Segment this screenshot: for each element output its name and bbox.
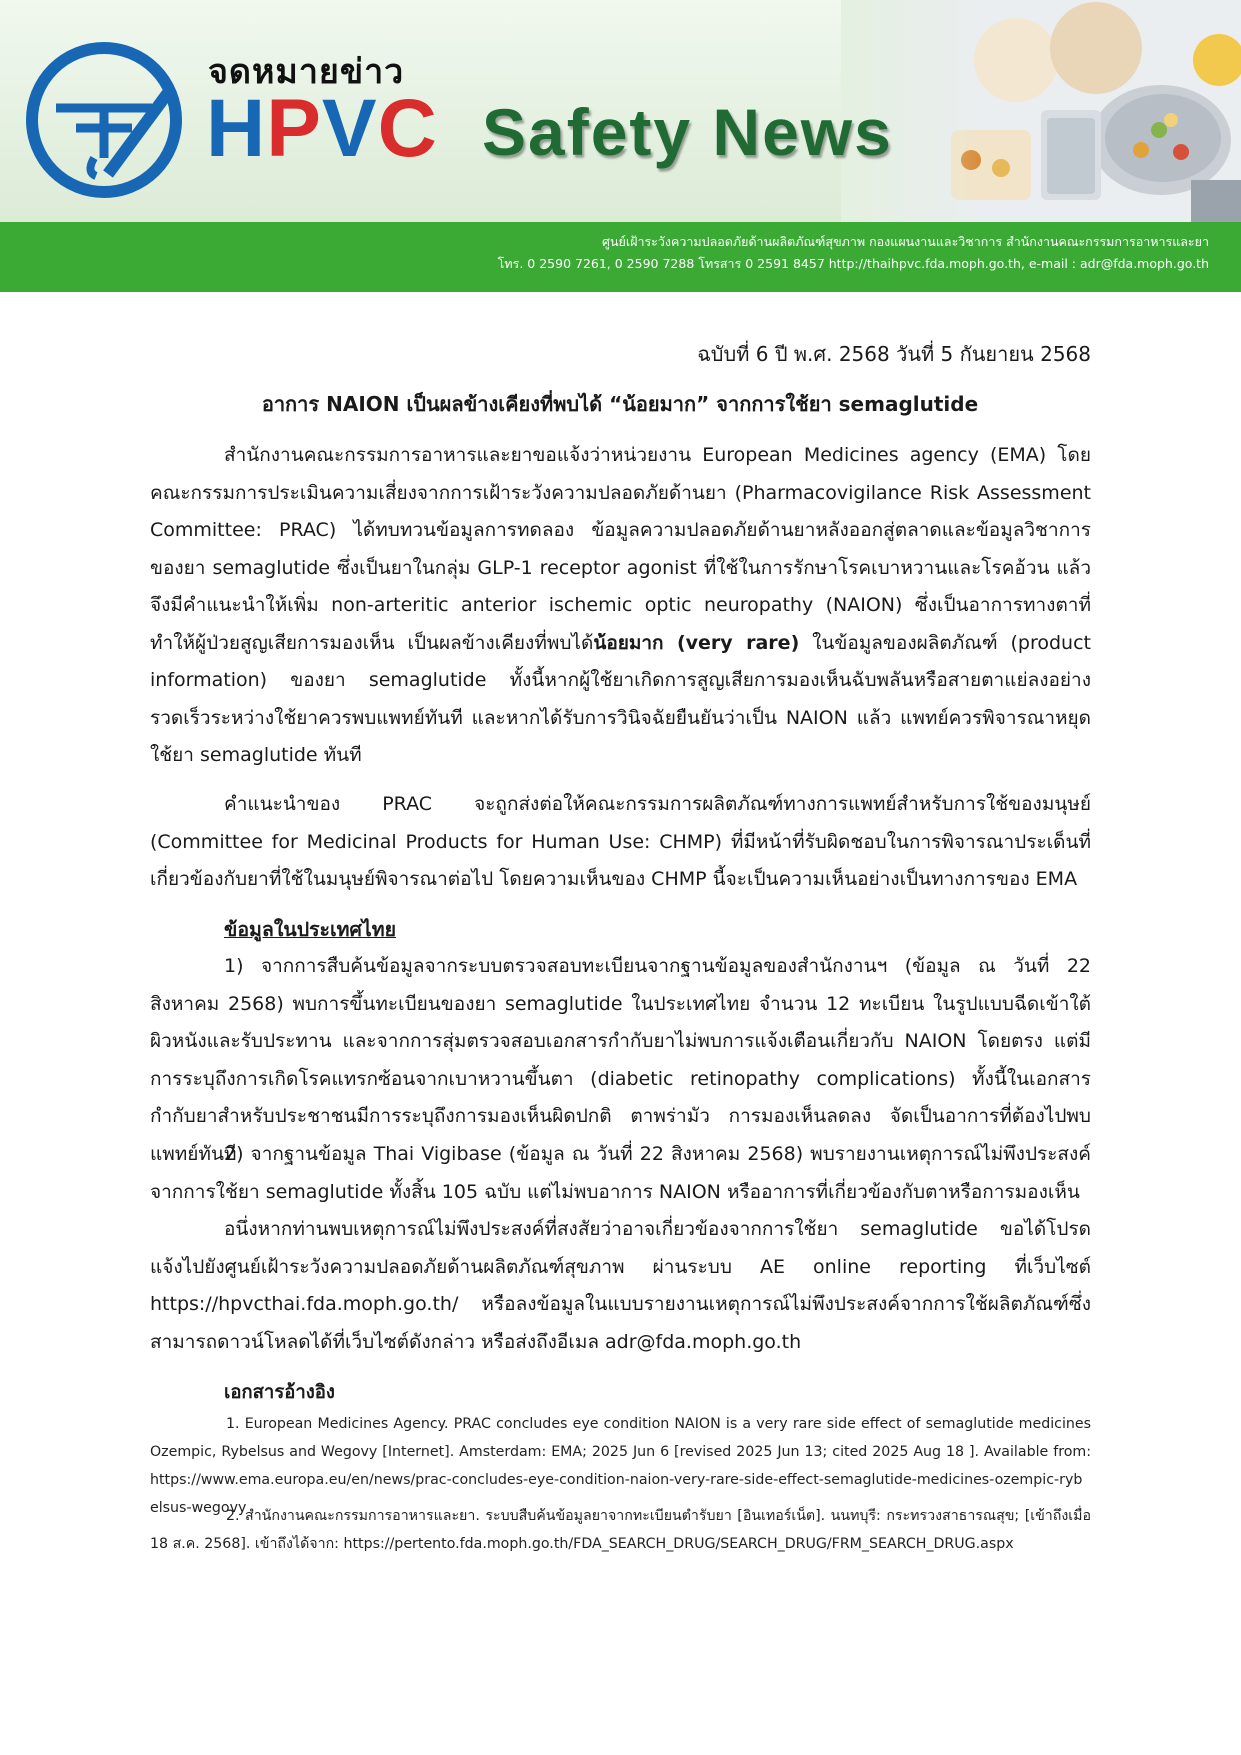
paragraph-reporting-info: อนึ่งหากท่านพบเหตุการณ์ไม่พึงประสงค์ที่สงสัยว่าอาจเกี่ยวข้องจากการใช้ยา semaglutide ขอได้โปรดแจ้งไปยังศูนย์เฝ้าระวังความปลอดภัยด้านผลิตภัณฑ์สุขภาพ ผ่านระบบ AE online reporting ที่เว็บไซต์ https://hpvcthai.fda.moph.go.th/ หรือลงข้อมูลในแบบรายงานเหตุการณ์ไม่พึงประสงค์จากการใช้ผลิตภัณฑ์ซึ่งสามารถดาวน์โหลดได้ที่เว็บไซต์ดังกล่าว หรือส่งถึงอีเมล adr@fda.moph.go.th bbox=[150, 1218, 1091, 1353]
newsletter-banner bbox=[0, 0, 1241, 222]
issue-date-line: ฉบับที่ 6 ปี พ.ศ. 2568 วันที่ 5 กันยายน 2568 bbox=[697, 342, 1091, 366]
paragraph-ema-prac-text: สำนักงานคณะกรรมการอาหารและยาขอแจ้งว่าหน่วยงาน European Medicines agency (EMA) โดยคณะกรรมการประเมินความเสี่ยงจากการเฝ้าระวังความปลอดภัยด้านยา (Pharmacovigilance Risk Assessment Committee: PRAC) ได้ทบทวนข้อมูลการทดลอง ข้อมูลความปลอดภัยด้านยาหลังออกสู่ตลาดและข้อมูลวิชาการของยา semaglutide ซึ่งเป็นยาในกลุ่ม GLP-1 receptor agonist ที่ใช้ในการรักษาโรคเบาหวานและโรคอ้วน แล้วจึงมีคำแนะนำให้เพิ่ม non-arteritic anterior ischemic optic neuropathy (NAION) ซึ่งเป็นอาการทางตาที่ทำให้ผู้ป่วยสูญเสียการมองเห็น เป็นผลข้างเคียงที่พบได้ bbox=[150, 444, 1091, 654]
paragraph-chmp: คำแนะนำของ PRAC จะถูกส่งต่อให้คณะกรรมการผลิตภัณฑ์ทางการแพทย์สำหรับการใช้ของมนุษย์ (Committee for Medicinal Products for Human Use: CHMP) ที่มีหน้าที่รับผิดชอบในการพิจารณาประเด็นที่เกี่ยวข้องกับยาที่ใช้ในมนุษย์พิจารณาต่อไป โดยความเห็นของ CHMP นี้จะเป็นความเห็นอย่างเป็นทางการของ EMA bbox=[150, 793, 1091, 890]
reference-1-link[interactable]: https://www.ema.europa.eu/en/news/prac-concludes-eye-condition-naion-very-rare-side-effect-semaglutide-medicines-ozempic-rybelsus-wegovy bbox=[150, 1472, 1083, 1516]
contact-phone-line: โทร. 0 2590 7261, 0 2590 7288 โทรสาร 0 2591 8457 http://thaihpvc.fda.moph.go.th, e-mail : adr@fda.moph.go.th bbox=[497, 256, 1209, 271]
paragraph-ema-prac bbox=[150, 437, 1091, 775]
hpvc-letter-v: V bbox=[321, 83, 378, 174]
section-heading-thailand: ข้อมูลในประเทศไทย bbox=[224, 918, 397, 941]
references-heading: เอกสารอ้างอิง bbox=[224, 1382, 335, 1403]
article-title: อาการ NAION เป็นผลข้างเคียงที่พบได้ “น้อยมาก” จากการใช้ยา semaglutide bbox=[261, 392, 979, 416]
hpvc-letter-p: P bbox=[266, 83, 322, 174]
reference-1-text: 1. European Medicines Agency. PRAC concludes eye condition NAION is a very rare side effect of semaglutide medicines Ozempic, Rybelsus and Wegovy [Internet]. Amsterdam: EMA; 2025 Jun 6 [revised 2025 Jun 13; cited 2025 Aug 18 ]. Available from: bbox=[150, 1416, 1091, 1460]
hpvc-logo-icon bbox=[24, 40, 184, 200]
contact-agency-line: ศูนย์เฝ้าระวังความปลอดภัยด้านผลิตภัณฑ์สุขภาพ กองแผนงานและวิชาการ สำนักงานคณะกรรมการอาหารและยา bbox=[602, 234, 1209, 249]
paragraph-thai-vigibase: 2) จากฐานข้อมูล Thai Vigibase (ข้อมูล ณ วันที่ 22 สิงหาคม 2568) พบรายงานเหตุการณ์ไม่พึงประสงค์จากการใช้ยา semaglutide ทั้งสิ้น 105 ฉบับ แต่ไม่พบอาการ NAION หรืออาการที่เกี่ยวข้องกับตาหรือการมองเห็น bbox=[150, 1143, 1091, 1203]
hpvc-letter-c: C bbox=[377, 83, 438, 174]
health-products-photo bbox=[841, 0, 1241, 222]
newsletter-title-thai: จดหมายข่าว bbox=[208, 52, 405, 92]
paragraph-ema-prac-text-cont: ในข้อมูลของผลิตภัณฑ์ (product information) ของยา semaglutide ทั้งนี้หากผู้ใช้ยาเกิดการสูญเสียการมองเห็นฉับพลันหรือสายตาแย่ลงอย่างรวดเร็วระหว่างใช้ยาควรพบแพทย์ทันที และหากได้รับการวินิจฉัยยืนยันว่าเป็น NAION แล้ว แพทย์ควรพิจารณาหยุดใช้ยา semaglutide ทันที bbox=[150, 631, 1091, 766]
paragraph-thai-registration: 1) จากการสืบค้นข้อมูลจากระบบตรวจสอบทะเบียนจากฐานข้อมูลของสำนักงานฯ (ข้อมูล ณ วันที่ 22 สิงหาคม 2568) พบการขึ้นทะเบียนของยา semaglutide ในประเทศไทย จำนวน 12 ทะเบียน ในรูปแบบฉีดเข้าใต้ผิวหนังและรับประทาน และจากการสุ่มตรวจสอบเอกสารกำกับยาไม่พบการแจ้งเตือนเกี่ยวกับ NAION โดยตรง แต่มีการระบุถึงการเกิดโรคแทรกซ้อนจากเบาหวานขึ้นตา (diabetic retinopathy complications) ทั้งนี้ในเอกสารกำกับยาสำหรับประชาชนมีการระบุถึงการมองเห็นผิดปกติ ตาพร่ามัว การมองเห็นลดลง จัดเป็นอาการที่ต้องไปพบแพทย์ทันที bbox=[150, 955, 1091, 1165]
hpvc-letter-h: H bbox=[206, 83, 267, 174]
newsletter-title-hpvc bbox=[206, 84, 438, 174]
very-rare-emphasis: น้อยมาก (very rare) bbox=[593, 631, 800, 654]
reference-2-text: 2. สำนักงานคณะกรรมการอาหารและยา. ระบบสืบค้นข้อมูลยาจากทะเบียนตำรับยา [อินเทอร์เน็ต]. นนทบุรี: กระทรวงสาธารณสุข; [เข้าถึงเมื่อ 18 ส.ค. 2568]. เข้าถึงได้จาก: bbox=[150, 1508, 1091, 1552]
reference-2-link[interactable]: https://pertento.fda.moph.go.th/FDA_SEARCH_DRUG/SEARCH_DRUG/FRM_SEARCH_DRUG.aspx bbox=[343, 1536, 1014, 1552]
newsletter-title-safety-news: Safety News bbox=[482, 95, 893, 169]
reference-item bbox=[150, 1502, 1091, 1558]
